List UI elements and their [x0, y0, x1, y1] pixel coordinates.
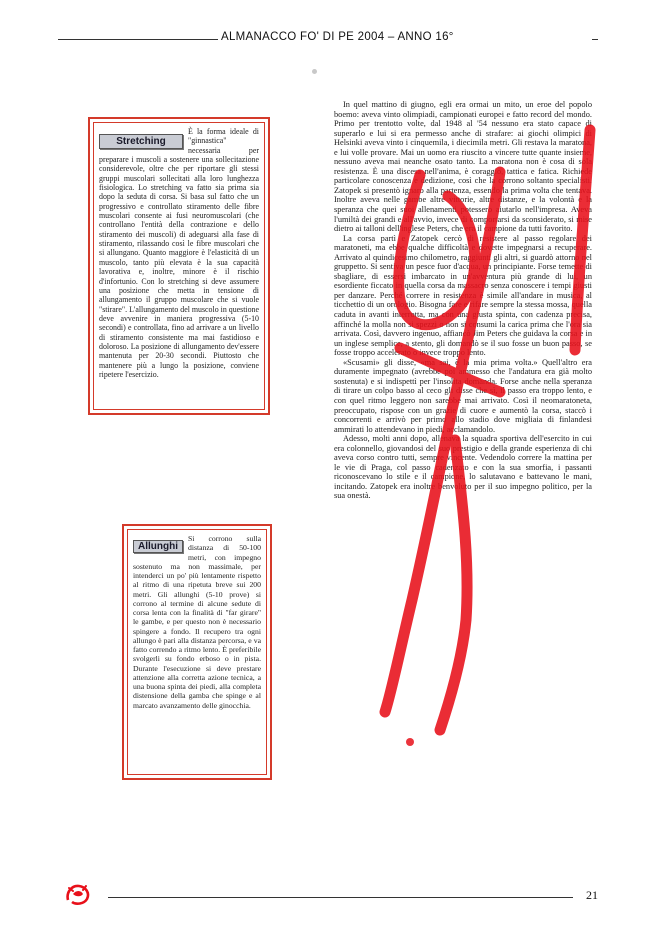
allunghi-box-inner — [127, 529, 267, 775]
decorative-dot — [312, 69, 317, 74]
stretching-text: È la forma ideale di "ginnastica" necessaria per preparare i muscoli a sostenere una sollecitazione considerevole, oltre che per riportare gli stessi gruppi muscolari sollecitati alla loro lunghezza fisiologica. Lo stretching va fatto sia prima sia dopo la seduta di corsa. Si basa sul fatto che un progressivo e controllato stiramento delle fibre muscolari consente ai fusi neuromuscolari (che controllano l'entità della contrazione e dello stiramento dei muscoli) di adeguarsi alla fase di stiramento, rilassando così le fibre muscolari che si allungano. Quanto maggiore è l'elasticità di un muscolo, tanto più elevata è la sua capacità lavorativa e, inoltre, minore è il rischio d'infortunio. Con lo stretching si deve assumere una posizione che metta in tensione di allungamento il gruppo muscolare che si vuole "stirare". L'allungamento del muscolo in questione deve avvenire in maniera progressiva (5-10 secondi) e controllata, fino ad arrivare a un livello di stiramento consistente ma mai fastidioso e doloroso. La posizione di allungamento dev'essere mantenuta per 20-30 secondi. Piuttosto che mantenere più a lungo la posizione, conviene ripetere l'esercizio. — [99, 127, 259, 379]
stretching-box-inner — [93, 122, 265, 410]
article-paragraph: In quel mattino di giugno, egli era ormai un mito, un eroe del popolo boemo: aveva vinto olimpiadi, campionati europei e fatto record del mondo. Primo per trentotto volte, dal 1948 al '54 nessuno era stato capace di superarlo e lui si era permesso anche di strafare: ai giochi olimpici di Helsinki aveva vinto i cinquemila, i diecimila metri. Gli restava la maratona, e lui volle provare. Mai un uomo era riuscito a vincere tutte quante insieme, nessuno aveva mai neanche osato tanto. La maratona non è cosa di sola resistenza. È una discesa nell'anima, è coraggio, tattica e fatica. Richiede particolare conoscenza e dedizione, così che la corrono soltanto specialisti. Zatopek si presentò ignaro alla partenza, essendo la prima volta che tentava. Inoltre aveva nelle gambe altre vittorie, altre distanze, e la volontà e la speranza che quei suoi allenamenti potessero aiutarlo nell'impresa. Aveva l'umiltà dei grandi e all'avvio, invece di comportarsi da sconsiderato, si mise dietro ai talloni dell'inglese Peters, che era il campione da tutti favorito. — [334, 100, 592, 234]
allunghi-box — [122, 524, 272, 780]
allunghi-label: Allunghi — [133, 540, 183, 553]
stylized-red-logo-icon — [64, 882, 92, 906]
page-header — [58, 31, 598, 45]
footer-rule — [108, 897, 573, 898]
header-rule-right — [592, 39, 598, 40]
header-rule-left — [58, 39, 218, 40]
article-body — [334, 100, 592, 501]
allunghi-text: Si corrono sulla distanza di 50-100 metri, con impegno sostenuto ma non massimale, per intenderci un po' più lentamente rispetto al ritmo di una ripetuta breve sui 200 metri. Gli allunghi (5-10 prove) si corrono al termine di alcune sedute di corsa lenta con la finalità di "far girare" le gambe, e per questo non è necessario spingere a fondo. Il recupero tra ogni allungo è pari alla distanza percorsa, e va fatto correndo a ritmo lento. È preferibile svolgerli su fondo erboso o in pista. Durante l'esecuzione si deve prestare attenzione alla corretta azione tecnica, a una buona spinta dei piedi, alla completa distensione della gamba che spinge e al marcato avanzamento delle ginocchia. — [133, 534, 261, 710]
stretching-label: Stretching — [99, 134, 183, 149]
article-paragraph: Adesso, molti anni dopo, allenava la squadra sportiva dell'esercito in cui era colonnello, giovandosi del suo prestigio e della grande esperienza di chi aveva corso contro tutti, sempre vincente. Vedendolo correre la mattina per le vie di Praga, col passo cadenzato e con la sua smorfia, i passanti riconoscevano lo stile e il campione, lo salutavano e battevano le mani, incitando. Zatopek era inoltre benvoluto per il suo impegno politico, per la sua onestà. — [334, 434, 592, 501]
article-paragraph: La corsa partì e Zatopek cercò di resistere al passo regolare dei maratoneti, ma ebbe qualche difficoltà e dovette impegnarsi a recuperare. Arrivato al quindicesimo chilometro, raggiunti gli altri, si guardò attorno nel gruppetto. Si sentiva un pesce fuor d'acqua, un principiante. Forse temette di sbagliare, di essersi imbarcato in un'avventura più grande di lui, un esordiente ficcato in quella corsa da massacro senza conoscere i tempi giusti per danzare. Perché correre in resistenza è simile all'andare in musica, al ticchettio di un orologio. Bisogna fare e rifare sempre la stessa mossa, quella caduta in avanti interrotta, ma con una giusta spinta, con cadenza precisa, affinché la molla non si spezzi o non si consumi la carica prima che l'ora sia arrivata. Così, davvero ingenuo, affiancò Jim Peters che guidava la corsa e in un inglese semplice, a stento, gli domandò se il suo fosse un buon passo, se fosse troppo accelerato o invece troppo lento. — [334, 233, 592, 358]
page-number: 21 — [586, 888, 598, 902]
article-paragraph: «Scusami» gli disse, «ma sai, è la mia prima volta.» Quell'altro era duramente impegnato (avrebbe poi ammesso che l'andatura era già molto sostenuta) e si indispettì per l'insolita domanda. Forse anche nella speranza di tirare un colpo basso al ceco gli disse che sì, il passo era troppo lento, e con quel ritmo leggero non sarebbe mai arrivato. Così il neomaratoneta, preoccupato, rispose con un grazie di cuore e aumentò la corsa, staccò i concorrenti e arrivò per primo allo stadio dove migliaia di finlandesi ammirati lo attendevano in piedi, acclamandolo. — [334, 357, 592, 434]
stretching-box — [88, 117, 270, 415]
scribble-dot — [406, 738, 414, 746]
header-title: ALMANACCO FO' DI PE 2004 – ANNO 16° — [221, 31, 454, 43]
